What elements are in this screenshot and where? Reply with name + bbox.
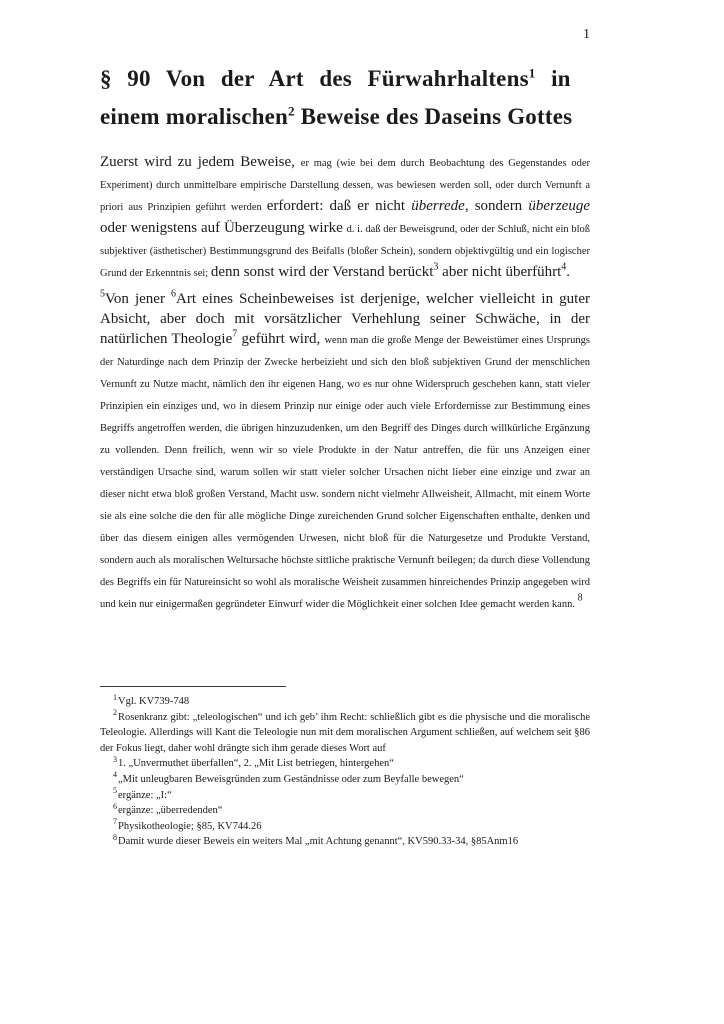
footnote-text: 1. „Unvermuthet überfallen“, 2. „Mit List betriegen, hintergehen“ [118, 758, 394, 770]
text-segment: geführt wird, [237, 331, 325, 347]
text-segment: wenn man die große Menge der Beweistümer eines Ursprungs der Naturdinge nach dem Prinzip der Zwecke herbeizieht und sich den bloß subjektiven Grund der menschlichen Vernunft zu Nutze macht, nämlich den ihr eigenen Hang, wo es nur ohne Widerspruch geschehen kann, statt vieler Prinzipien ein einziges und, wo in diesem Prinzip nur einige oder auch viele Erfordernisse zur Bestimmung eines Begriffs angetroffen werden, die übrigen hinzuzudenken, um den Begriff des Dinges durch willkürliche Ergänzung zu vollenden. Denn freilich, wenn wir so viele Produkte in der Natur antreffen, die für uns Anzeigen einer verständigen Ursache sind, warum sollen wir statt vieler solcher Ursachen nicht lieber eine einzige und zwar an dieser nicht etwa bloß großen Verstand, Macht usw. sondern nicht vielmehr Allweisheit, Allmacht, mit einem Worte sie als eine solche die den für alle mögliche Dinge zureichenden Grund solcher Eigenschaften enthalte, denken und über das diesem einigen alles vermögenden Urwesen, nicht bloß für die Naturgesetze und Produkte Verstand, sondern auch als moralischen Weltursache höchste sittliche praktische Vernunft beilegen; da durch diese Vollendung des Begriffs ein für Natureinsicht so wohl als moralische Weisheit zusammen hinreichendes Prinzip angegeben wird und kein nur einigermaßen gegründeter Einwurf wider die Möglichkeit einer solchen Idee gemacht werden kann. [100, 335, 591, 610]
section-title-line-1 [100, 60, 590, 98]
text-segment: aber nicht überführt [438, 264, 562, 280]
text-segment: , sondern [464, 198, 529, 214]
footnote-number: 7 [113, 817, 117, 827]
footnote-text: ergänze: „überredenden“ [118, 805, 223, 817]
footnote-item-3 [100, 756, 590, 772]
footnote-text: Damit wurde dieser Beweis ein weiters Mal „mit Achtung genannt“, KV590.33-34, §85Anm16 [118, 836, 519, 848]
section-title-line-2 [100, 98, 590, 136]
footnote-number: 4 [113, 770, 117, 780]
text-segment: Zuerst wird zu jedem Beweise, [100, 154, 301, 170]
footnote-rule [100, 686, 286, 687]
footnote-text: Physikotheologie; §85, KV744.26 [118, 820, 262, 832]
footnote-list [100, 694, 590, 850]
text-segment: in [535, 66, 571, 91]
text-segment: Beweise des Daseins Gottes [294, 104, 573, 129]
footnote-marker: 6 [171, 288, 177, 300]
footnote-item-1 [100, 694, 590, 710]
footnote-number: 1 [113, 692, 117, 702]
footnote-marker: 1 [528, 65, 536, 81]
footnote-item-4 [100, 772, 590, 788]
footnote-text: Rosenkranz gibt: „teleologischen“ und ich geb’ ihm Recht: schließlich gibt es die physische und die moralische Teleologie. Allerdings will Kant die Teleologie nun mit dem moralischen Argument schließen, auf welchem seit §86 der Fokus liegt, daher wohl drängte sich ihm gerade dieses Wort auf [100, 711, 590, 754]
footnotes-section [100, 686, 590, 850]
footnote-number: 6 [113, 801, 117, 811]
text-segment: oder wenigstens auf Überzeugung wirke [100, 220, 347, 236]
footnote-marker: 5 [100, 288, 105, 300]
page-number: 1 [583, 27, 590, 42]
text-segment: d. i. daß der Beweisgrund, oder der Schluß, nicht ein bloß subjektiver (ästhetischer) Bestimmungsgrund des Beifalls (bloßer Schein), sondern objektivgültig und ein logischer Grund der Erkenntnis sei; [100, 224, 590, 279]
text-segment: erfordert: daß er nicht [266, 198, 412, 214]
text-segment: denn sonst wird der Verstand berückt [210, 264, 434, 280]
text-segment: überrede [411, 198, 465, 214]
footnote-item-8 [100, 834, 590, 850]
footnote-marker: 2 [288, 103, 295, 119]
footnote-number: 8 [113, 832, 117, 842]
paragraph-2 [100, 289, 590, 615]
section-title [100, 60, 590, 136]
footnote-marker: 7 [232, 328, 238, 340]
footnote-number: 2 [113, 708, 117, 718]
footnote-text: Vgl. KV739-748 [118, 696, 190, 707]
footnote-marker: 4 [561, 261, 567, 273]
footnote-text: „Mit unleugbaren Beweisgründen zum Geständnisse oder zum Beyfalle bewegen“ [118, 773, 464, 785]
footnote-item-2 [100, 710, 590, 757]
text-segment: Von jener [105, 291, 172, 307]
footnote-number: 3 [113, 754, 117, 764]
text-column [100, 26, 590, 615]
footnote-marker: 3 [433, 261, 439, 273]
paragraph-1 [100, 152, 590, 284]
footnote-item-5 [100, 788, 590, 804]
footnote-text: ergänze: „I:“ [118, 789, 172, 801]
footnote-marker: 8 [577, 592, 583, 604]
text-segment: § 90 Von der Art des Fürwahrhaltens [100, 66, 529, 91]
text-segment: . [566, 264, 571, 280]
text-segment: Art eines Scheinbeweises ist derjenige, welcher vielleicht in guter Absicht, aber doch mit vorsätzlicher Verhehlung seiner Schwäche, in der natürlichen Theologie [100, 291, 590, 347]
footnote-item-6 [100, 803, 590, 819]
text-segment: überzeuge [528, 198, 590, 214]
footnote-item-7 [100, 819, 590, 835]
text-segment: einem moralischen [100, 104, 289, 129]
footnote-number: 5 [113, 786, 117, 796]
text-segment: er mag (wie bei dem durch Beobachtung des Gegenstandes oder Experiment) durch unmittelbare empirische Darstellung dessen, was bewiesen werden soll, oder durch Vernunft a priori aus Prinzipien geführt werden [100, 158, 590, 213]
